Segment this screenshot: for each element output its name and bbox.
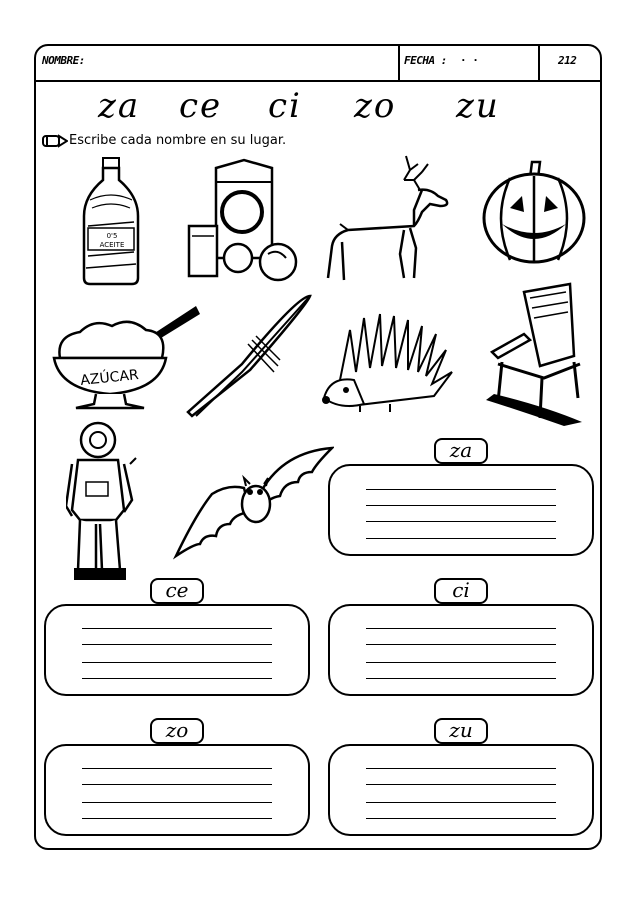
instruction-text: Escribe cada nombre en su lugar.: [69, 133, 287, 148]
header-bar: [36, 46, 600, 82]
writing-line: [366, 818, 556, 819]
writing-box-zo[interactable]: [44, 744, 310, 836]
header-divider: [398, 46, 400, 80]
writing-line: [366, 505, 556, 506]
hedgehog-picture: [320, 310, 458, 414]
writing-line: [82, 818, 272, 819]
writing-line: [82, 784, 272, 785]
writing-line: [366, 489, 556, 490]
label-zo: zo: [150, 718, 204, 744]
date-label: FECHA :: [404, 54, 447, 67]
writing-line: [82, 628, 272, 629]
label-ci: ci: [434, 578, 488, 604]
writing-line: [366, 768, 556, 769]
writing-box-ci[interactable]: [328, 604, 594, 696]
bottle-label-size: 0'5: [106, 232, 118, 240]
date-dots: · ·: [460, 54, 479, 67]
pumpkin-picture: [480, 158, 588, 268]
bat-picture: [172, 444, 334, 560]
writing-line: [366, 644, 556, 645]
writing-box-ce[interactable]: [44, 604, 310, 696]
syllable-zo: zo: [354, 86, 397, 126]
pencil-icon: [42, 134, 68, 148]
writing-line: [366, 784, 556, 785]
syllable-ci: ci: [268, 86, 302, 126]
writing-line: [82, 678, 272, 679]
oil-bottle-picture: [76, 156, 146, 288]
label-ce: ce: [150, 578, 204, 604]
writing-line: [82, 768, 272, 769]
sugar-bowl-label: AZÚCAR: [79, 367, 140, 390]
label-zu: zu: [434, 718, 488, 744]
writing-line: [82, 802, 272, 803]
diver-picture: [66, 420, 140, 584]
header-divider: [538, 46, 540, 80]
rocking-chair-picture: [484, 282, 584, 430]
label-za: za: [434, 438, 488, 464]
writing-line: [366, 802, 556, 803]
writing-box-zu[interactable]: [328, 744, 594, 836]
tweezers-picture: [182, 292, 314, 418]
sugar-bowl-picture: [50, 302, 200, 414]
syllable-zu: zu: [456, 86, 500, 126]
syllable-za: za: [98, 86, 141, 126]
writing-line: [366, 521, 556, 522]
page-number: 212: [558, 54, 577, 67]
syllable-ce: ce: [179, 86, 223, 126]
writing-line: [366, 538, 556, 539]
writing-line: [366, 662, 556, 663]
name-label: NOMBRE:: [42, 54, 85, 67]
juice-carton-picture: [186, 158, 302, 282]
writing-line: [82, 662, 272, 663]
deer-picture: [318, 150, 458, 288]
writing-line: [366, 678, 556, 679]
writing-line: [82, 644, 272, 645]
writing-line: [366, 628, 556, 629]
bottle-label-oil: ACEITE: [99, 241, 125, 249]
writing-box-za[interactable]: [328, 464, 594, 556]
